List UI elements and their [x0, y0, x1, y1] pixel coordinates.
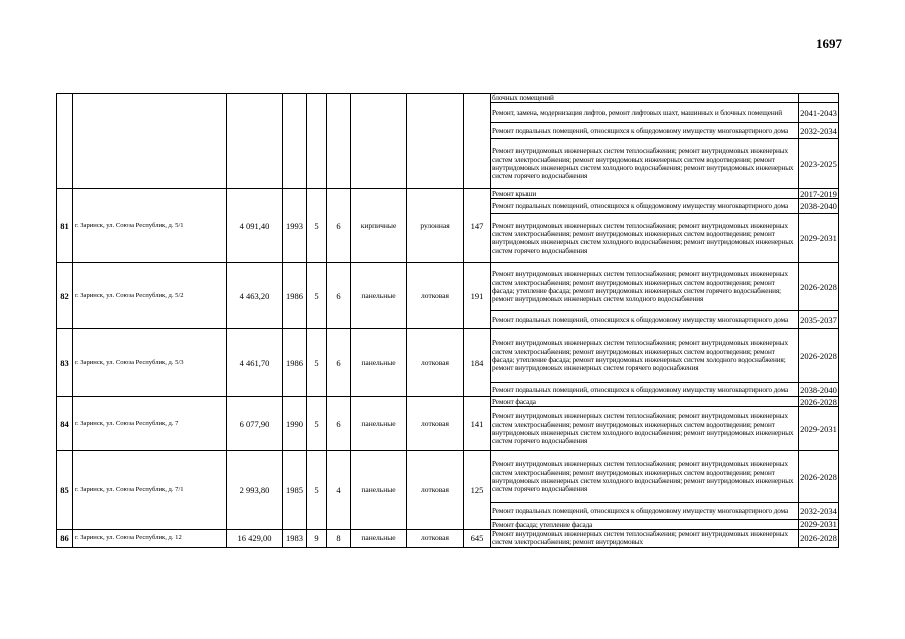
floors-count: 5 [307, 397, 327, 451]
building-address: г. Заринск, ул. Союза Республик, д. 7 [73, 397, 227, 451]
work-period: 2026-2028 [799, 263, 839, 311]
year-cell [283, 94, 307, 189]
work-description: Ремонт внутридомовых инженерных систем теплоснабжения; ремонт внутридомовых инженерных систем электроснабжения; ремонт внутридомовых [491, 530, 799, 548]
total-area: 4 463,20 [227, 263, 283, 329]
work-period: 2026-2028 [799, 451, 839, 503]
page-number: 1697 [816, 36, 842, 51]
work-description: Ремонт внутридомовых инженерных систем теплоснабжения; ремонт внутридомовых инженерных систем электроснабжения; ремонт внутридомовых инженерных систем водоотведения; ремонт внутридомовых инженерных систем холодного водоснабжения; ремонт внутридомовых инженерных систем горячего водоснабжения [491, 214, 799, 263]
apartments-count: 645 [464, 530, 491, 548]
roof-type: лотковая [407, 263, 464, 329]
building-address: г. Заринск, ул. Союза Республик, д. 5/1 [73, 189, 227, 263]
apartments-count: 147 [464, 189, 491, 263]
wall-material: панельные [351, 397, 407, 451]
work-period: 2038-2040 [799, 199, 839, 214]
work-period: 2041-2043 [799, 103, 839, 123]
num-cell [57, 94, 73, 189]
table-row [57, 329, 839, 383]
work-description: блочных помещений [491, 94, 799, 103]
floors-count: 9 [307, 530, 327, 548]
entrances-count: 6 [327, 263, 351, 329]
table-body [57, 94, 839, 548]
entrances-cell [327, 94, 351, 189]
year-built: 1990 [283, 397, 307, 451]
apartments-count: 141 [464, 397, 491, 451]
building-address: г. Заринск, ул. Союза Республик, д. 12 [73, 530, 227, 548]
work-description: Ремонт подвальных помещений, относящихся к общедомовому имуществу многоквартирного дома [491, 383, 799, 397]
wall-material: панельные [351, 329, 407, 397]
work-description: Ремонт внутридомовых инженерных систем теплоснабжения; ремонт внутридомовых инженерных систем электроснабжения; ремонт внутридомовых инженерных систем водоотведения; ремонт внутридомовых инженерных систем холодного водоснабжения; ремонт внутридомовых инженерных систем горячего водоснабжения [491, 451, 799, 503]
wall-material: панельные [351, 530, 407, 548]
total-area: 2 993,80 [227, 451, 283, 530]
work-period: 2029-2031 [799, 214, 839, 263]
wall-material: панельные [351, 451, 407, 530]
work-period: 2035-2037 [799, 311, 839, 329]
entrances-count: 4 [327, 451, 351, 530]
address-cell [73, 94, 227, 189]
roof-type-cell [407, 94, 464, 189]
entrances-count: 8 [327, 530, 351, 548]
apartments-count: 125 [464, 451, 491, 530]
work-description: Ремонт подвальных помещений, относящихся к общедомовому имуществу многоквартирного дома [491, 503, 799, 520]
apartments-count: 191 [464, 263, 491, 329]
work-period: 2032-2034 [799, 503, 839, 520]
wall-material-cell [351, 94, 407, 189]
work-period: 2017-2019 [800, 188, 837, 199]
roof-type: лотковая [407, 397, 464, 451]
building-number: 81 [57, 189, 73, 263]
year-built: 1983 [283, 530, 307, 548]
work-description: Ремонт подвальных помещений, относящихся к общедомовому имуществу многоквартирного дома [491, 123, 799, 139]
work-period: 2032-2034 [799, 123, 839, 139]
table-row [57, 530, 839, 548]
table-row [57, 397, 839, 407]
year-built: 1985 [283, 451, 307, 530]
apartments-cell [464, 94, 491, 189]
work-period [799, 94, 839, 103]
floors-cell [307, 94, 327, 189]
floors-count: 5 [307, 189, 327, 263]
work-period: 2026-2028 [799, 530, 839, 548]
building-number: 83 [57, 329, 73, 397]
wall-material: панельные [351, 263, 407, 329]
work-description: Ремонт подвальных помещений, относящихся к общедомовому имуществу многоквартирного дома [491, 311, 799, 329]
work-period: 2038-2040 [799, 383, 839, 397]
work-description: Ремонт внутридомовых инженерных систем теплоснабжения; ремонт внутридомовых инженерных систем электроснабжения; ремонт внутридомовых инженерных систем водоотведения; ремонт внутридомовых инженерных систем холодного водоснабжения; ремонт внутридомовых инженерных систем горячего водоснабжения [491, 407, 799, 451]
wall-material: кирпичные [351, 189, 407, 263]
work-period: 2029-2031 [799, 407, 839, 451]
work-description: Ремонт подвальных помещений, относящихся к общедомовому имуществу многоквартирного дома [491, 199, 799, 214]
year-built: 1986 [283, 329, 307, 397]
work-period: 2026-2028 [800, 396, 837, 407]
area-cell [227, 94, 283, 189]
work-description: Ремонт, замена, модернизация лифтов, ремонт лифтовых шахт, машинных и блочных помещений [491, 103, 799, 123]
table-row [57, 94, 839, 103]
work-period: 2026-2028 [799, 329, 839, 383]
work-period: 2029-2031 [800, 519, 837, 530]
work-description: Ремонт внутридомовых инженерных систем теплоснабжения; ремонт внутридомовых инженерных систем электроснабжения; ремонт внутридомовых инженерных систем водоотведения; ремонт фасада; утепление фасада; ремонт внутридомовых инженерных систем холодного водоснабжения; ремонт внутридомовых инженерных систем горячего водоснабжения [491, 329, 799, 383]
floors-count: 5 [307, 263, 327, 329]
building-number: 85 [57, 451, 73, 530]
total-area: 6 077,90 [227, 397, 283, 451]
floors-count: 5 [307, 451, 327, 530]
table-row [57, 451, 839, 503]
entrances-count: 6 [327, 189, 351, 263]
work-description: Ремонт внутридомовых инженерных систем теплоснабжения; ремонт внутридомовых инженерных систем электроснабжения; ремонт внутридомовых инженерных систем водоотведения; ремонт фасада; утепление фасада; ремонт внутридомовых инженерных систем горячего водоснабжения; ремонт внутридомовых инженерных систем холодного водоснабжения [491, 263, 799, 311]
work-description: Ремонт внутридомовых инженерных систем теплоснабжения; ремонт внутридомовых инженерных систем электроснабжения; ремонт внутридомовых инженерных систем водоотведения; ремонт внутридомовых инженерных систем холодного водоснабжения; ремонт внутридомовых инженерных систем горячего водоснабжения [491, 139, 799, 189]
work-description: Ремонт крыши [491, 189, 799, 199]
apartments-count: 184 [464, 329, 491, 397]
table-row [57, 189, 839, 199]
total-area: 16 429,00 [227, 530, 283, 548]
roof-type: лотковая [407, 530, 464, 548]
work-description: Ремонт фасада [491, 397, 799, 407]
entrances-count: 6 [327, 329, 351, 397]
building-address: г. Заринск, ул. Союза Республик, д. 5/3 [73, 329, 227, 397]
roof-type: лотковая [407, 329, 464, 397]
building-address: г. Заринск, ул. Союза Республик, д. 7/1 [73, 451, 227, 530]
table-row [57, 263, 839, 311]
entrances-count: 6 [327, 397, 351, 451]
building-number: 86 [57, 530, 73, 548]
floors-count: 5 [307, 329, 327, 397]
total-area: 4 091,40 [227, 189, 283, 263]
repair-program-table [56, 93, 839, 548]
roof-type: рулонная [407, 189, 464, 263]
building-number: 82 [57, 263, 73, 329]
year-built: 1986 [283, 263, 307, 329]
year-built: 1993 [283, 189, 307, 263]
building-address: г. Заринск, ул. Союза Республик, д. 5/2 [73, 263, 227, 329]
roof-type: лотковая [407, 451, 464, 530]
building-number: 84 [57, 397, 73, 451]
total-area: 4 461,70 [227, 329, 283, 397]
work-period: 2023-2025 [799, 139, 839, 189]
work-description: Ремонт фасада; утепление фасада [491, 520, 799, 530]
